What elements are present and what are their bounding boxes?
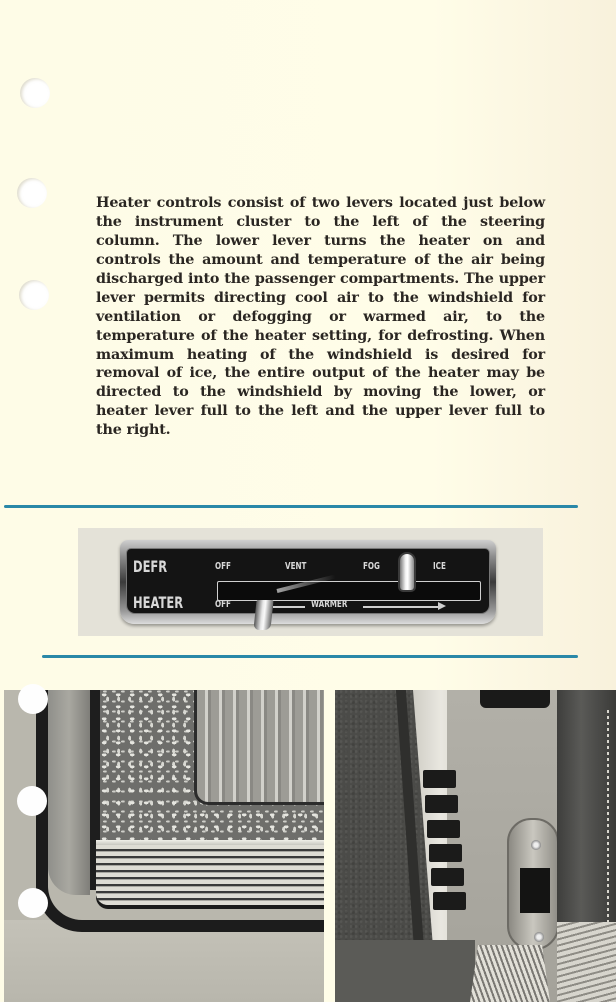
punch-hole — [18, 684, 48, 714]
vent-slot — [431, 868, 464, 886]
lever-slot — [217, 581, 481, 601]
control-face — [126, 548, 490, 614]
control-bezel — [120, 540, 496, 624]
heater-off-position: OFF — [215, 599, 231, 610]
screw-icon — [531, 840, 541, 850]
door-ribbed-trim — [557, 922, 616, 1002]
ribbed-upholstery-insert — [194, 690, 324, 805]
heater-lever[interactable] — [253, 600, 273, 630]
punch-hole — [19, 280, 49, 310]
heater-control-panel-figure — [78, 528, 543, 636]
heater-label: HEATER — [133, 593, 184, 612]
floor-trim — [470, 945, 550, 1002]
warmer-arrow-left-line — [273, 606, 305, 608]
arrow-right-icon — [438, 602, 446, 610]
heater-outlet-grille — [96, 845, 324, 905]
vent-slot — [433, 892, 466, 910]
warmer-arrow-right-line — [363, 606, 439, 608]
defr-fog-position: FOG — [363, 561, 380, 572]
screw-icon — [534, 932, 544, 942]
vent-slot — [427, 820, 460, 838]
photo-door-pillar-vent — [335, 690, 616, 1002]
defr-ice-position: ICE — [433, 561, 446, 572]
punch-hole — [17, 178, 47, 208]
defroster-lever[interactable] — [400, 554, 414, 590]
carpet — [4, 920, 324, 1002]
striker-opening — [520, 868, 550, 913]
heater-warmer-label: WARMER — [311, 599, 348, 610]
floor-carpet — [335, 940, 475, 1002]
vent-slot — [429, 844, 462, 862]
punch-hole — [18, 888, 48, 918]
vent-slot — [423, 770, 456, 788]
punch-hole — [17, 786, 47, 816]
punch-hole — [20, 78, 50, 108]
door-stitching — [607, 710, 609, 930]
upper-opening — [480, 690, 550, 708]
defr-vent-position: VENT — [285, 561, 307, 572]
defr-off-position: OFF — [215, 561, 231, 572]
defr-label: DEFR — [133, 557, 168, 576]
vent-slot — [425, 795, 458, 813]
section-divider-top — [4, 505, 578, 508]
photo-door-panel-grille — [4, 690, 324, 1002]
section-divider-bottom — [42, 655, 578, 658]
body-paragraph: Heater controls consist of two levers located just below the instrument cluster to the left of the steering column. The lower lever turns the heater on and controls the amount and temperature of the air being discharged into the passenger compartments. The upper lever permits directing cool air to the windshield for ventilation or defogging or warmed air, to the temperature of the heater setting, for defrosting. When maximum heating of the windshield is desired for removal of ice, the entire output of the heater may be directed to the windshield by moving the lower, or heater lever full to the left and the upper lever full to the right. — [96, 195, 545, 439]
